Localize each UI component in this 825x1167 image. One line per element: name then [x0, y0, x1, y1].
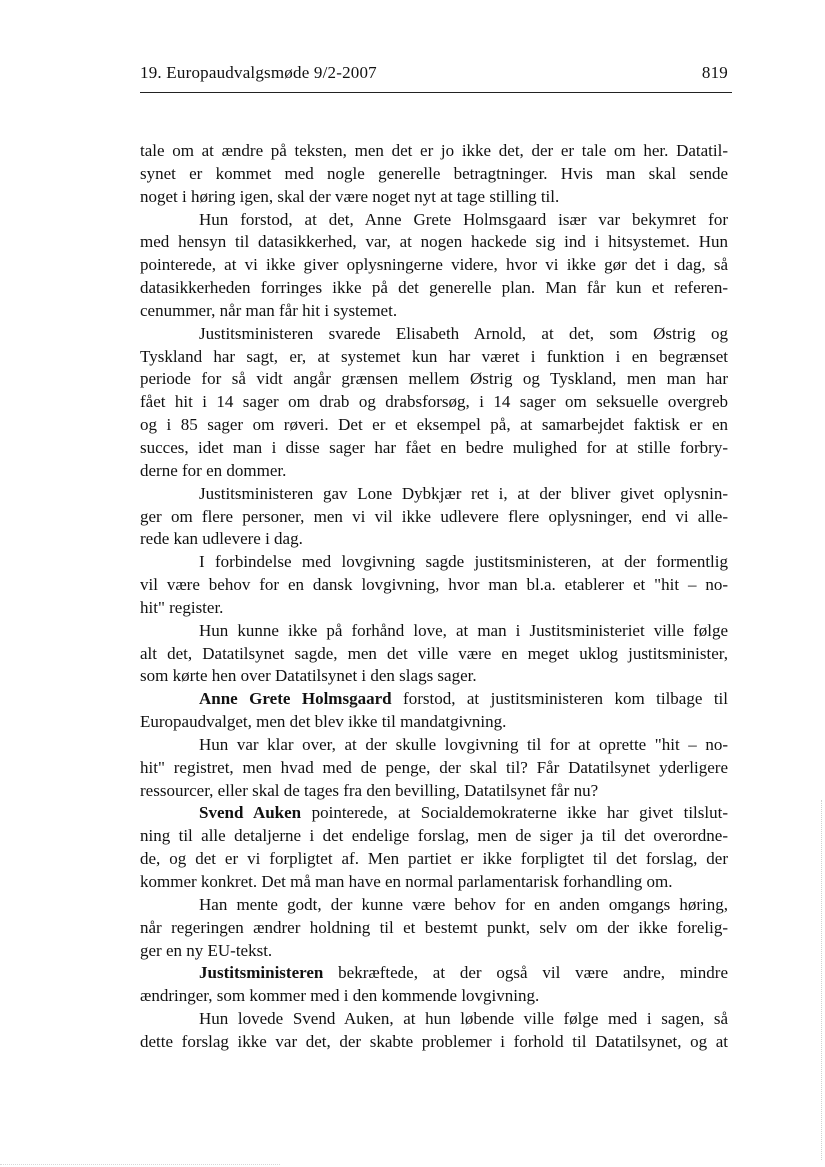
- paragraph: [140, 894, 728, 963]
- text-line: alt det, Datatilsynet sagde, men det ville være en meget uklog justitsminister,: [140, 643, 728, 663]
- text-line: Justitsministeren gav Lone Dybkjær ret i, at der bliver givet oplysnin-: [199, 483, 728, 503]
- text-line: som kørte hen over Datatilsynet i den slags sager.: [140, 666, 477, 686]
- text-line: [140, 688, 728, 711]
- speaker-name: Anne Grete Holmsgaard: [199, 689, 392, 709]
- paragraph: [140, 620, 728, 689]
- text-line: når regeringen ændrer holdning til et bestemt punkt, selv om der ikke forelig-: [140, 917, 728, 937]
- text-line: Hun var klar over, at der skulle lovgivning til for at oprette "hit – no-: [199, 734, 728, 754]
- header-rule: [140, 92, 732, 93]
- text-line: datasikkerheden forringes ikke på det generelle plan. Man får kun et referen-: [140, 278, 728, 298]
- text-line: Hun lovede Svend Auken, at hun løbende ville følge med i sagen, så: [199, 1009, 728, 1029]
- text-line: ger en ny EU-tekst.: [140, 940, 273, 960]
- text-line: dette forslag ikke var det, der skabte problemer i forhold til Datatilsynet, og at: [140, 1031, 728, 1051]
- text-line: Hun forstod, at det, Anne Grete Holmsgaard især var bekymret for: [199, 209, 728, 229]
- paragraph: [140, 551, 728, 620]
- text-line: vil være behov for en dansk lovgivning, hvor man bl.a. etablerer et "hit – no-: [140, 575, 728, 595]
- scan-edge-artifact: [821, 800, 822, 1160]
- header-title: 19. Europaudvalgsmøde 9/2-2007: [140, 63, 377, 82]
- text-line: pointerede, at vi ikke giver oplysningerne videre, hvor vi ikke gør det i dag, så: [140, 255, 728, 275]
- paragraph: [140, 802, 728, 893]
- text-line: rede kan udlevere i dag.: [140, 529, 303, 549]
- text-line: Justitsministeren svarede Elisabeth Arnold, at det, som Østrig og: [199, 323, 728, 343]
- text-line: kommer konkret. Det må man have en normal parlamentarisk forhandling om.: [140, 872, 673, 891]
- text-line: ressourcer, eller skal de tages fra den bevilling, Datatilsynet får nu?: [140, 780, 599, 800]
- body-text: [140, 140, 728, 1054]
- speaker-name: Justitsministeren: [199, 963, 324, 983]
- page-header: [140, 62, 732, 86]
- text-line: Han mente godt, der kunne være behov for en anden omgangs høring,: [199, 894, 728, 914]
- text-line: med hensyn til datasikkerhed, var, at nogen hackede sig ind i hitsystemet. Hun: [140, 232, 728, 252]
- paragraph: [140, 209, 728, 323]
- paragraph: [140, 323, 728, 483]
- speaker-statement: forstod, at justitsministeren kom tilbage til: [391, 689, 729, 709]
- text-line: hit" register.: [140, 597, 224, 617]
- text-line: og i 85 sager om røveri. Det er et eksempel på, at samarbejdet faktisk er en: [140, 415, 728, 435]
- speaker-statement: pointerede, at Socialdemokraterne ikke har givet tilslut-: [301, 803, 728, 823]
- speaker-name: Svend Auken: [199, 803, 302, 823]
- text-line: I forbindelse med lovgivning sagde justitsministeren, at der formentlig: [199, 552, 728, 572]
- paragraph: [140, 1008, 728, 1054]
- text-line: cenummer, når man får hit i systemet.: [140, 300, 398, 320]
- text-line: ændringer, som kommer med i den kommende lovgivning.: [140, 986, 540, 1006]
- text-line: tale om at ændre på teksten, men det er jo ikke det, der er tale om her. Datatil-: [140, 141, 728, 160]
- paragraph: [140, 140, 728, 209]
- speaker-statement: bekræftede, at der også vil være andre, mindre: [323, 963, 728, 983]
- text-line: ning til alle detaljerne i det endelige forslag, men de siger ja til det overordne-: [140, 826, 728, 846]
- paragraph: [140, 962, 728, 1008]
- text-line: de, og det er vi forpligtet af. Men partiet er ikke forpligtet til det forslag, der: [140, 849, 728, 869]
- paragraph: [140, 734, 728, 803]
- scan-bottom-artifact: [0, 1164, 280, 1165]
- text-line: succes, idet man i disse sager har fået en bedre mulighed for at stille forbry-: [140, 437, 728, 457]
- text-line: [140, 962, 728, 985]
- text-line: [140, 802, 728, 825]
- text-line: Hun kunne ikke på forhånd love, at man i Justitsministeriet ville følge: [199, 620, 728, 640]
- text-line: periode for så vidt angår grænsen mellem Østrig og Tyskland, men man har: [140, 369, 728, 389]
- text-line: Europaudvalget, men det blev ikke til mandatgivning.: [140, 712, 507, 732]
- paragraph: [140, 483, 728, 552]
- text-line: synet er kommet med nogle generelle betragtninger. Hvis man skal sende: [140, 163, 728, 183]
- paragraph: [140, 688, 728, 734]
- text-line: derne for en dommer.: [140, 460, 287, 480]
- text-line: ger om flere personer, men vi vil ikke udlevere flere oplysninger, end vi alle-: [140, 506, 728, 526]
- text-line: Tyskland har sagt, er, at systemet kun har været i funktion i en begrænset: [140, 346, 728, 366]
- text-line: noget i høring igen, skal der være noget nyt at tage stilling til.: [140, 186, 560, 206]
- page-number: 819: [701, 63, 728, 82]
- text-line: fået hit i 14 sager om drab og drabsforsøg, i 14 sager om seksuelle overgreb: [140, 392, 728, 412]
- text-line: hit" registret, men hvad med de penge, der skal til? Får Datatilsynet yderligere: [140, 757, 728, 777]
